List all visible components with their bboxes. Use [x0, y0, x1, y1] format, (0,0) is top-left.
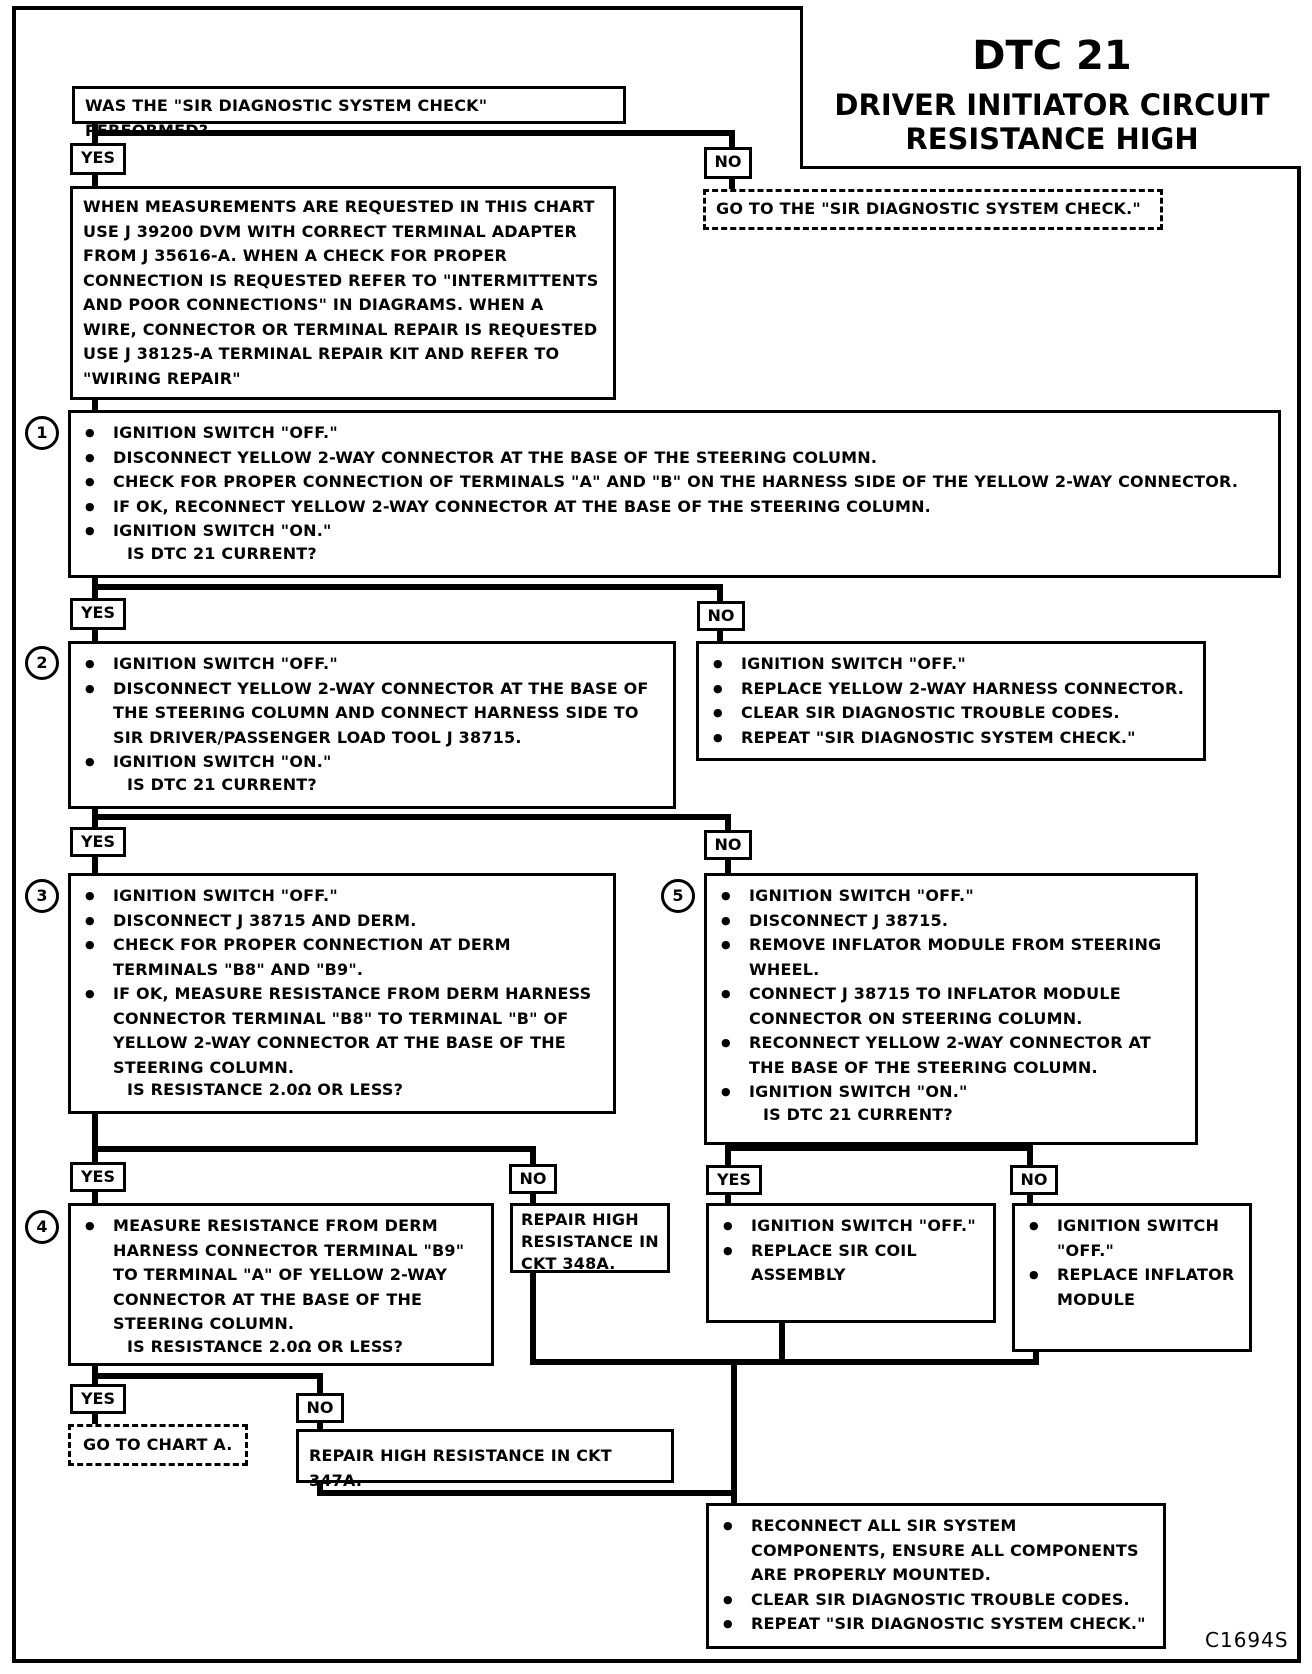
step-number-4: 4	[25, 1210, 59, 1244]
no-5-list	[1015, 1206, 1249, 1318]
list-item: ● DISCONNECT J 38715 AND DERM.	[85, 909, 603, 934]
list-item: ● IGNITION SWITCH "OFF."	[713, 652, 1193, 677]
yes-label: YES	[706, 1165, 762, 1195]
list-item: ● DISCONNECT YELLOW 2-WAY CONNECTOR AT THE BASE OF THE STEERING COLUMN.	[85, 446, 1268, 471]
yes-label: YES	[70, 827, 126, 857]
title-line-2: RESISTANCE HIGH	[905, 122, 1199, 156]
list-item: ● IGNITION SWITCH "OFF."	[85, 884, 603, 909]
step-5-question: IS DTC 21 CURRENT?	[763, 1104, 953, 1124]
list-item: ● CHECK FOR PROPER CONNECTION AT DERM TERMINALS "B8" AND "B9".	[85, 933, 603, 982]
wire	[728, 1148, 1030, 1166]
wire	[95, 817, 728, 832]
list-item: ● RECONNECT ALL SIR SYSTEM COMPONENTS, ENSURE ALL COMPONENTS ARE PROPERLY MOUNTED.	[723, 1514, 1153, 1588]
repair-text: REPAIR HIGH RESISTANCE IN CKT 348A.	[521, 1210, 659, 1273]
list-item: ● IGNITION SWITCH "OFF."	[1029, 1214, 1239, 1263]
step-number-3: 3	[25, 879, 59, 913]
step-4-box	[68, 1203, 494, 1366]
list-item: ● REMOVE INFLATOR MODULE FROM STEERING WHEEL.	[721, 933, 1185, 982]
list-item: ● IF OK, RECONNECT YELLOW 2-WAY CONNECTOR AT THE BASE OF THE STEERING COLUMN.	[85, 495, 1268, 520]
figure-id: C1694S	[1205, 1628, 1289, 1652]
wire	[320, 1481, 734, 1505]
question-text: WAS THE "SIR DIAGNOSTIC SYSTEM CHECK" PERFORMED?	[85, 96, 488, 140]
wire	[95, 1376, 320, 1395]
yes-label: YES	[70, 143, 126, 175]
wire	[95, 1149, 533, 1166]
step-1-question: IS DTC 21 CURRENT?	[127, 543, 317, 563]
repair-ckt-347a-box	[296, 1429, 674, 1490]
list-item: ● RECONNECT YELLOW 2-WAY CONNECTOR AT THE BASE OF THE STEERING COLUMN.	[721, 1031, 1185, 1080]
no-label: NO	[296, 1393, 344, 1423]
list-item: ● IGNITION SWITCH "OFF."	[721, 884, 1185, 909]
no-label: NO	[1010, 1165, 1058, 1195]
goto-text: GO TO THE "SIR DIAGNOSTIC SYSTEM CHECK."	[716, 199, 1141, 218]
goto-chart-text: GO TO CHART A.	[83, 1435, 233, 1454]
list-item: ● REPLACE YELLOW 2-WAY HARNESS CONNECTOR.	[713, 677, 1193, 702]
yes-5-action-box	[706, 1203, 996, 1323]
step-5-box	[704, 873, 1198, 1145]
intro-text: WHEN MEASUREMENTS ARE REQUESTED IN THIS CHART USE J 39200 DVM WITH CORRECT TERMINAL ADAPTER FROM J 35616-A. WHEN A CHECK FOR PROPER CONNECTION IS REQUESTED REFER TO "INTERMITTENTS AND POOR CONNECTIONS" IN DIAGRAMS. WHEN A WIRE, CONNECTOR OR TERMINAL REPAIR IS REQUESTED USE J 38125-A TERMINAL REPAIR KIT AND REFER TO "WIRING REPAIR"	[83, 197, 599, 388]
yes-label: YES	[70, 1162, 126, 1192]
list-item: ● CLEAR SIR DIAGNOSTIC TROUBLE CODES.	[723, 1588, 1153, 1613]
title-line-1: DRIVER INITIATOR CIRCUIT	[834, 88, 1270, 122]
list-item: ● REPLACE SIR COIL ASSEMBLY	[723, 1239, 983, 1288]
list-item: ● IGNITION SWITCH "OFF."	[85, 652, 663, 677]
no-5-action-box	[1012, 1203, 1252, 1352]
step-4-list	[71, 1206, 491, 1343]
list-item: ● DISCONNECT J 38715.	[721, 909, 1185, 934]
list-item: ● CHECK FOR PROPER CONNECTION OF TERMINALS "A" AND "B" ON THE HARNESS SIDE OF THE YELLOW 2-WAY CONNECTOR.	[85, 470, 1268, 495]
no-1-action-box	[696, 641, 1206, 761]
step-1-list	[71, 413, 1278, 550]
list-item: ● CLEAR SIR DIAGNOSTIC TROUBLE CODES.	[713, 701, 1193, 726]
goto-chart-a-box	[68, 1424, 248, 1466]
final-action-box	[706, 1503, 1166, 1649]
title-block	[800, 6, 1301, 169]
list-item: ● REPLACE INFLATOR MODULE	[1029, 1263, 1239, 1312]
no-label: NO	[704, 830, 752, 860]
list-item: ● IGNITION SWITCH "OFF."	[723, 1214, 983, 1239]
step-3-question: IS RESISTANCE 2.0Ω OR LESS?	[127, 1080, 404, 1099]
step-3-box	[68, 873, 616, 1114]
list-item: ● CONNECT J 38715 TO INFLATOR MODULE CONNECTOR ON STEERING COLUMN.	[721, 982, 1185, 1031]
wire	[95, 587, 720, 603]
no-label: NO	[697, 601, 745, 631]
no-1-list	[699, 644, 1203, 756]
step-4-question: IS RESISTANCE 2.0Ω OR LESS?	[127, 1336, 404, 1356]
yes-label: YES	[70, 1384, 126, 1414]
step-number-1: 1	[25, 416, 59, 450]
list-item: ● REPEAT "SIR DIAGNOSTIC SYSTEM CHECK."	[713, 726, 1193, 751]
list-item: ● IF OK, MEASURE RESISTANCE FROM DERM HARNESS CONNECTOR TERMINAL "B8" TO TERMINAL "B" OF YELLOW 2-WAY CONNECTOR AT THE BASE OF THE STEERING COLUMN.	[85, 982, 603, 1080]
repair-text: REPAIR HIGH RESISTANCE IN CKT 347A.	[309, 1446, 612, 1490]
step-2-list	[71, 644, 673, 781]
step-1-box	[68, 410, 1281, 578]
title-code: DTC 21	[972, 33, 1132, 79]
list-item: ● IGNITION SWITCH "OFF."	[85, 421, 1268, 446]
repair-ckt-348a-box	[510, 1203, 670, 1273]
list-item: ● IGNITION SWITCH "ON."	[85, 519, 1268, 544]
yes-label: YES	[70, 598, 126, 630]
step-number-5: 5	[661, 879, 695, 913]
intro-instructions	[70, 186, 616, 400]
yes-5-list	[709, 1206, 993, 1294]
no-label: NO	[704, 147, 752, 179]
step-2-question: IS DTC 21 CURRENT?	[127, 774, 317, 794]
step-number-2: 2	[25, 646, 59, 680]
step-2-box	[68, 641, 676, 809]
step-3-list	[71, 876, 613, 1086]
step-5-list	[707, 876, 1195, 1111]
final-list	[709, 1506, 1163, 1643]
list-item: ● IGNITION SWITCH "ON."	[85, 750, 663, 775]
list-item: ● MEASURE RESISTANCE FROM DERM HARNESS CONNECTOR TERMINAL "B9" TO TERMINAL "A" OF YELLOW 2-WAY CONNECTOR AT THE BASE OF THE STEERING COLUMN.	[85, 1214, 481, 1337]
no-label: NO	[509, 1164, 557, 1194]
question-system-check	[72, 86, 626, 140]
goto-system-check-box	[703, 189, 1163, 230]
list-item: ● IGNITION SWITCH "ON."	[721, 1080, 1185, 1105]
list-item: ● REPEAT "SIR DIAGNOSTIC SYSTEM CHECK."	[723, 1612, 1153, 1637]
list-item: ● DISCONNECT YELLOW 2-WAY CONNECTOR AT THE BASE OF THE STEERING COLUMN AND CONNECT HARNESS SIDE TO SIR DRIVER/PASSENGER LOAD TOOL J 38715.	[85, 677, 663, 751]
